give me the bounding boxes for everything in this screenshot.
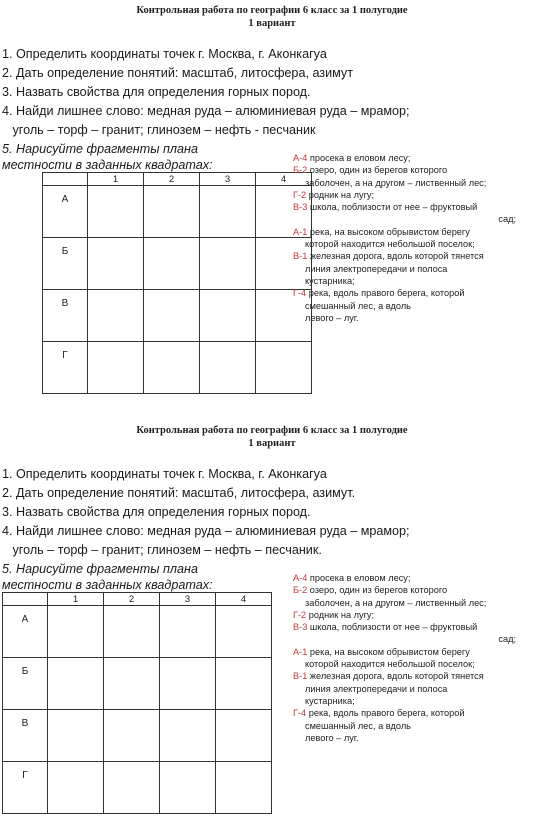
legend-item [293,695,538,707]
grid-row-header: Г [3,762,48,814]
legend-text: просека в еловом лесу; [309,153,411,163]
grid-row-header: Б [43,238,88,290]
legend-code: В-3 [293,622,308,633]
legend-text: левого – луг. [305,312,359,323]
test-sheet-variant-1 [0,0,544,403]
legend-code: В-1 [293,251,308,262]
grid-column-header: 3 [200,173,256,186]
task-2: 2. Дать определение понятий: масштаб, литосфера, азимут. [2,486,356,500]
task-5: 5. Нарисуйте фрагменты плана [2,142,198,156]
legend-item [293,707,538,719]
legend-text: линия электропередачи и полоса [305,263,448,274]
legend-item [293,164,538,176]
plan-legend [293,152,538,324]
grid-column-header: 2 [144,173,200,186]
legend-item [293,658,538,670]
task-1: 1. Определить координаты точек г. Москва, г. Аконкагуа [2,467,327,481]
legend-item [293,189,538,201]
legend-code: В-1 [293,671,308,682]
plan-legend [293,572,538,744]
legend-text: которой находится небольшой поселок; [305,239,475,250]
grid-cell [144,342,200,394]
grid-cell [200,290,256,342]
grid-cell [200,186,256,238]
legend-text: сад; [498,214,516,225]
legend-text: которой находится небольшой поселок; [305,659,475,670]
legend-text: смешанный лес, а вдоль [305,720,411,731]
legend-text: заболочен, а на другом – лиственный лес; [305,177,487,188]
grid-row-header: Г [43,342,88,394]
legend-text: школа, поблизости от нее – фруктовый [309,622,478,633]
sheet-title: Контрольная работа по географии 6 класс за 1 полугодие [136,425,408,436]
legend-code: Г-2 [293,189,307,200]
task-1: 1. Определить координаты точек г. Москва, г. Аконкагуа [2,47,327,61]
legend-item [293,177,538,189]
legend-code: Б-2 [293,585,308,596]
grid-cell [216,606,272,658]
task-3: 3. Назвать свойства для определения горных пород. [2,85,311,99]
grid-column-header: 2 [104,593,160,606]
legend-item [293,683,538,695]
legend-item [293,152,538,164]
task-4: 4. Найди лишнее слово: медная руда – алюминиевая руда – мрамор; [2,104,410,118]
grid-column-header: 1 [88,173,144,186]
legend-item [293,646,538,658]
grid-cell [144,238,200,290]
legend-text: озеро, один из берегов которого [309,585,448,596]
legend-text: просека в еловом лесу; [309,573,411,583]
grid-cell [88,238,144,290]
grid-cell [104,658,160,710]
grid-cell [48,658,104,710]
legend-item [293,213,538,225]
grid-cell [104,710,160,762]
legend-item [293,720,538,732]
grid-cell [200,238,256,290]
legend-text: сад; [498,634,516,645]
legend-item [293,621,538,633]
grid-row-header: В [3,710,48,762]
legend-item [293,670,538,682]
legend-text: озеро, один из берегов которого [309,165,448,176]
legend-item [293,287,538,299]
task-3: 3. Назвать свойства для определения горных пород. [2,505,311,519]
legend-code: Г-4 [293,708,307,719]
grid-column-header: 4 [216,593,272,606]
grid-column-header: 3 [160,593,216,606]
task-4: 4. Найди лишнее слово: медная руда – алюминиевая руда – мрамор; [2,524,410,538]
grid-cell [160,710,216,762]
legend-code: Б-2 [293,165,308,176]
legend-item [293,201,538,213]
grid-cell [200,342,256,394]
task-5-continued: местности в заданных квадратах: [2,578,213,592]
legend-item [293,300,538,312]
test-sheet-variant-2 [0,420,544,823]
legend-item [293,226,538,238]
grid-cell [160,606,216,658]
legend-code: А-4 [293,153,308,163]
grid-cell [48,710,104,762]
legend-code: Г-4 [293,288,307,299]
legend-text: река, вдоль правого берега, которой [308,708,465,719]
legend-text: левого – луг. [305,732,359,743]
task-4-continued: уголь – торф – гранит; глинозем – нефть - песчаник [2,123,316,137]
grid-cell [144,290,200,342]
task-2: 2. Дать определение понятий: масштаб, литосфера, азимут [2,66,353,80]
legend-text: река, на высоком обрывистом берегу [309,646,470,657]
map-grid [2,592,272,814]
legend-item [293,732,538,744]
legend-code: В-3 [293,202,308,213]
legend-text: река, вдоль правого берега, которой [308,288,465,299]
legend-item [293,584,538,596]
grid-column-header: 1 [48,593,104,606]
map-grid [42,172,312,394]
task-5-continued: местности в заданных квадратах: [2,158,213,172]
legend-item [293,597,538,609]
legend-code: А-1 [293,226,308,237]
legend-item [293,312,538,324]
legend-text: родник на лугу; [308,609,375,620]
grid-corner [43,173,88,186]
legend-text: линия электропередачи и полоса [305,683,448,694]
legend-item [293,250,538,262]
legend-item [293,633,538,645]
grid-row-header: В [43,290,88,342]
legend-item [293,275,538,287]
legend-text: река, на высоком обрывистом берегу [309,226,470,237]
grid-corner [3,593,48,606]
grid-row-header: А [3,606,48,658]
grid-cell [88,290,144,342]
grid-cell [160,658,216,710]
legend-text: железная дорога, вдоль которой тянется [309,251,484,262]
grid-cell [144,186,200,238]
legend-text: заболочен, а на другом – лиственный лес; [305,597,487,608]
legend-item [293,238,538,250]
variant-label: 1 вариант [248,18,296,29]
grid-cell [88,186,144,238]
legend-item [293,609,538,621]
variant-label: 1 вариант [248,438,296,449]
grid-cell [216,658,272,710]
legend-text: смешанный лес, а вдоль [305,300,411,311]
task-5: 5. Нарисуйте фрагменты плана [2,562,198,576]
legend-text: школа, поблизости от нее – фруктовый [309,202,478,213]
grid-column-header: 4 [256,173,312,186]
grid-cell [104,606,160,658]
grid-row-header: А [43,186,88,238]
sheet-title: Контрольная работа по географии 6 класс за 1 полугодие [136,5,408,16]
legend-item [293,572,538,584]
legend-text: кустарника; [305,695,355,706]
grid-row-header: Б [3,658,48,710]
grid-cell [256,342,312,394]
legend-text: кустарника; [305,275,355,286]
grid-cell [48,606,104,658]
legend-code: Г-2 [293,609,307,620]
task-4-continued: уголь – торф – гранит; глинозем – нефть – песчаник. [2,543,322,557]
legend-code: А-4 [293,573,308,583]
legend-code: А-1 [293,646,308,657]
legend-text: родник на лугу; [308,189,375,200]
grid-cell [88,342,144,394]
legend-text: железная дорога, вдоль которой тянется [309,671,484,682]
grid-cell [216,710,272,762]
legend-item [293,263,538,275]
